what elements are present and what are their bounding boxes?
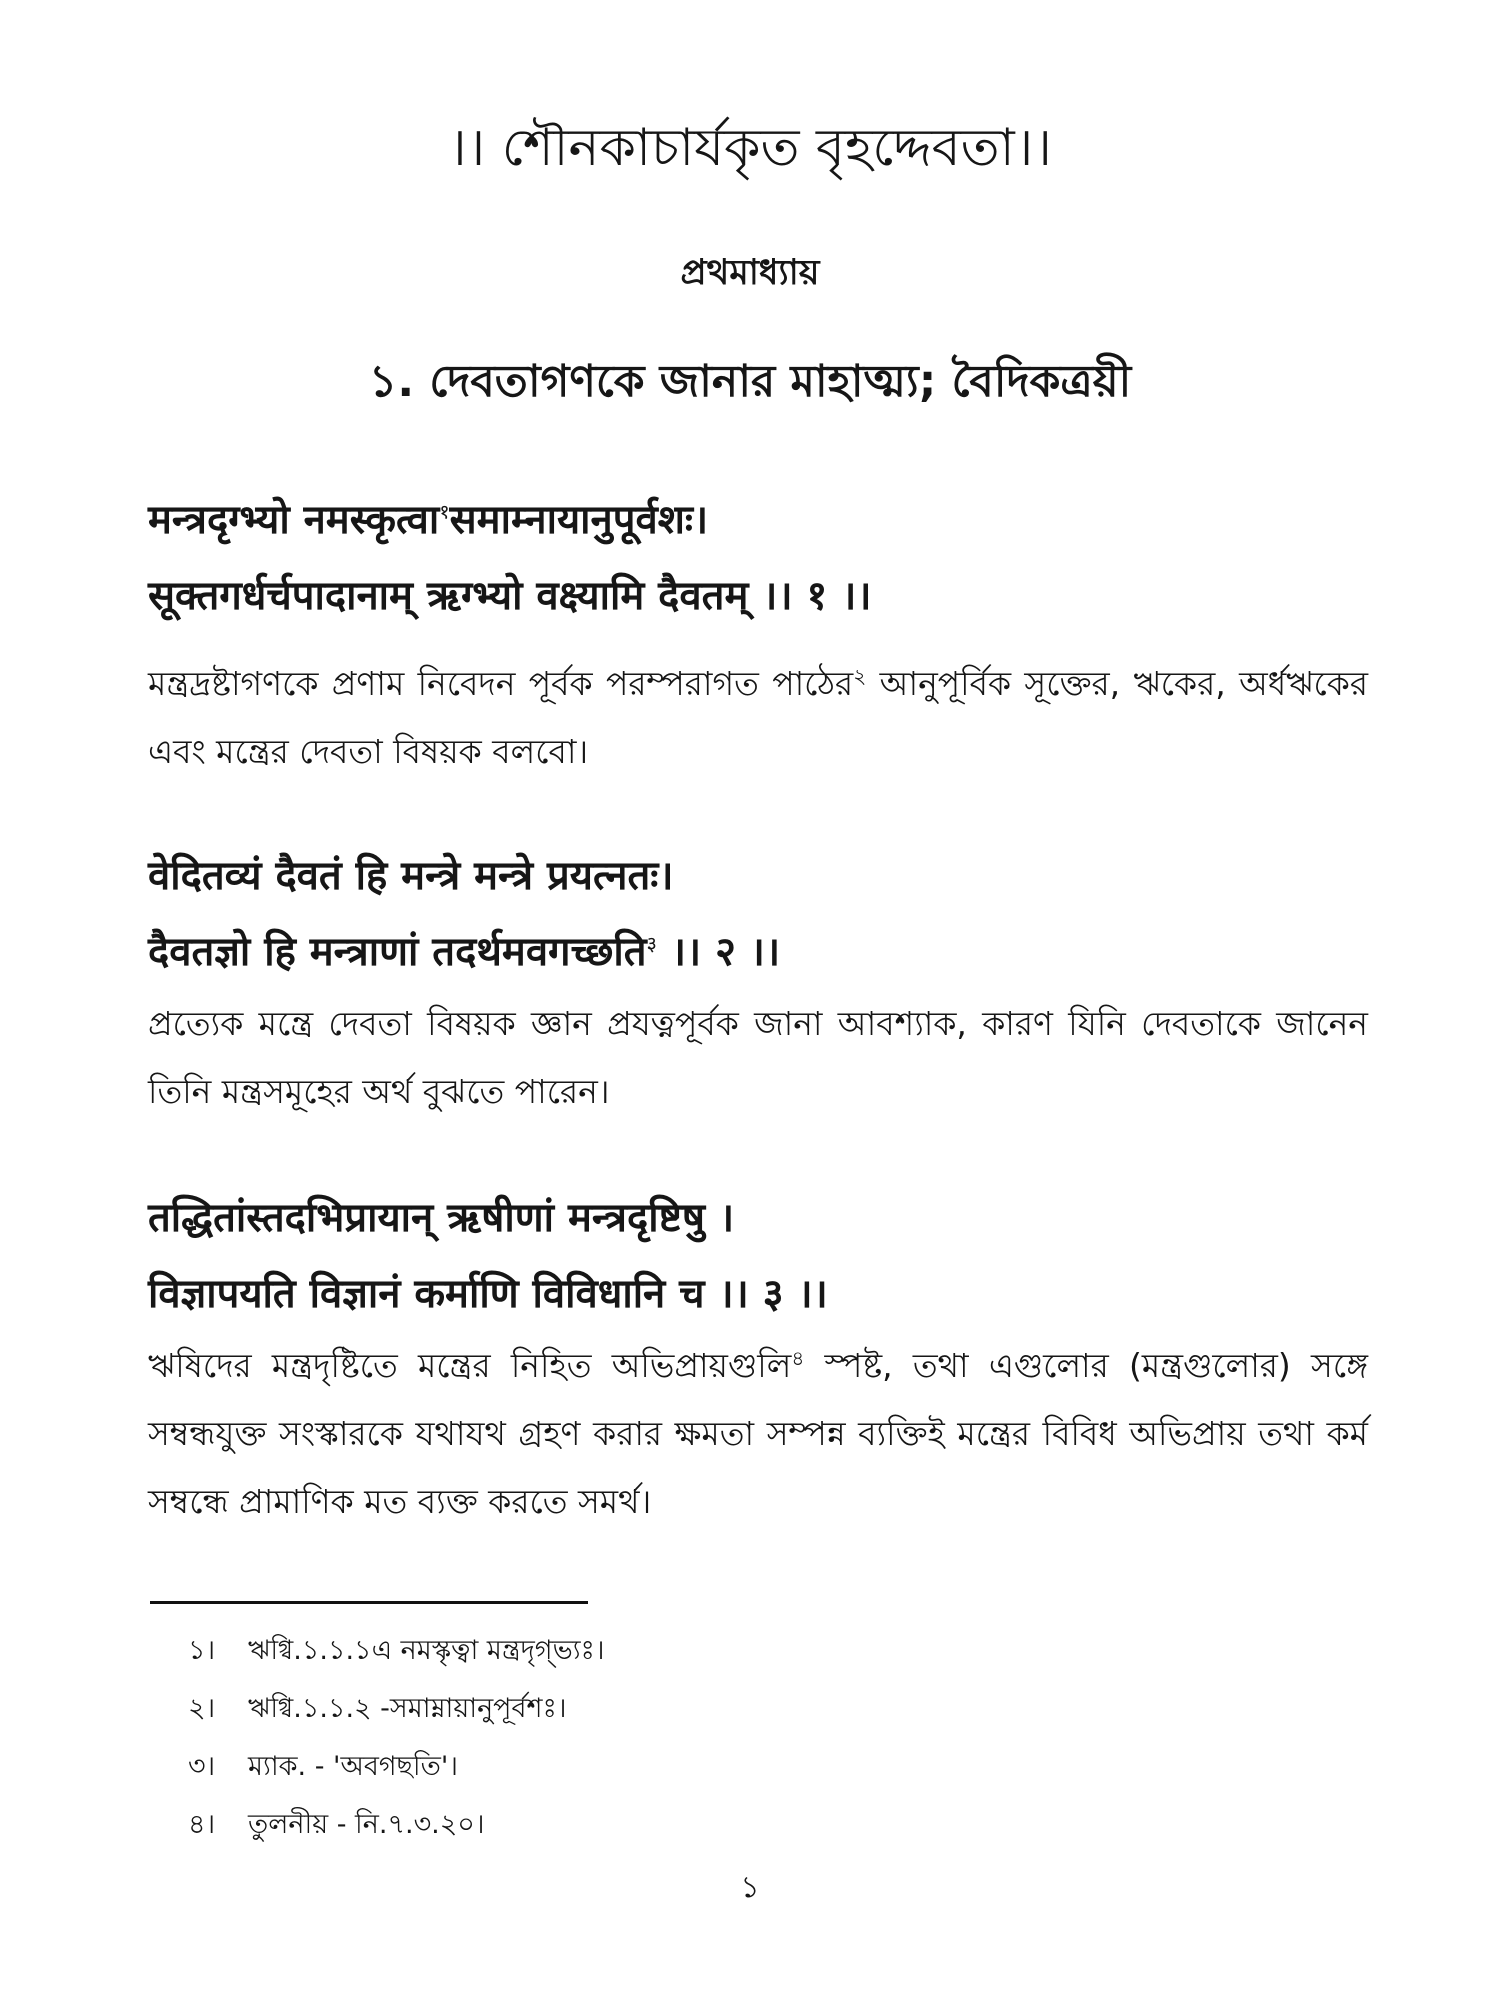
- verse-text: समाम्नायानुपूर्वशः।: [449, 497, 709, 543]
- verse-line: [148, 914, 1368, 990]
- verse-text: दैवतज्ञो हि मन्त्राणां तदर्थमवगच्छति: [148, 929, 647, 975]
- verse-line: तद्धितांस्तदभिप्रायान् ऋषीणां मन्त्रदृष्टिषु ।: [148, 1195, 735, 1241]
- footnote-item: [188, 1622, 1288, 1680]
- translation-text: আনুপূর্বিক সূক্তের, ঋকের, অর্ধঋকের এবং মন্ত্রের দেবতা বিষয়ক বলবো।: [148, 664, 1368, 771]
- footnote-text: ম্যাক. - 'অবগছতি'।: [248, 1751, 458, 1782]
- footnote-marker: ३: [646, 931, 657, 956]
- book-title: ।। শৌনকাচার্যকৃত বৃহদ্দেবতা।।: [448, 118, 1052, 178]
- verse-text: मन्त्रदृग्भ्यो नमस्कृत्वा: [148, 497, 440, 543]
- translation-text: মন্ত্রদ্রষ্টাগণকে প্রণাম নিবেদন পূর্বক পরম্পরাগত পাঠের: [148, 664, 854, 703]
- translation-paragraph: প্রত্যেক মন্ত্রে দেবতা বিষয়ক জ্ঞান প্রযত্নপূর্বক জানা আবশ্যাক, কারণ যিনি দেবতাকে জানেন তিনি মন্ত্রসমূহের অর্থ বুঝতে পারেন।: [148, 1004, 1368, 1111]
- translation-text: ঋষিদের মন্ত্রদৃষ্টিতে মন্ত্রের নিহিত অভিপ্রায়গুলি: [148, 1346, 792, 1385]
- translation-paragraph: [148, 1332, 1368, 1536]
- page-number: ১: [740, 1870, 760, 1905]
- verse-block-1: [148, 482, 1368, 786]
- verse-block-3: [148, 1180, 1368, 1536]
- footnotes: [188, 1622, 1288, 1854]
- footnote-item: [188, 1738, 1288, 1796]
- chapter-heading: প্রথমাধ্যায়: [680, 253, 820, 293]
- footnote-item: [188, 1680, 1288, 1738]
- translation-paragraph: [148, 650, 1368, 786]
- footnote-marker: ২: [853, 664, 867, 688]
- footnote-number: ৪।: [188, 1809, 216, 1840]
- footnote-marker: १: [439, 499, 450, 524]
- verse-line: वेदितव्यं दैवतं हि मन्त्रे मन्त्रे प्रयत्नतः।: [148, 853, 674, 899]
- verse-line: विज्ञापयति विज्ञानं कर्माणि विविधानि च ।। ३ ।।: [148, 1271, 828, 1317]
- verse-block-2: [148, 838, 1368, 1126]
- verse-line: [148, 482, 1368, 558]
- footnote-text: ঋগ্বি.১.১.২ -সমাম্নায়ানুপূর্বশঃ।: [248, 1693, 567, 1724]
- footnote-item: [188, 1796, 1288, 1854]
- footnote-marker: ৪: [791, 1346, 805, 1370]
- translation-text: স্পষ্ট, তথা এগুলোর (মন্ত্রগুলোর) সঙ্গে সম্বন্ধযুক্ত সংস্কারকে যথাযথ গ্রহণ করার ক্ষমতা সম্পন্ন ব্যক্তিই মন্ত্রের বিবিধ অভিপ্রায় তথা কর্ম সম্বন্ধে প্রামাণিক মত ব্যক্ত করতে সমর্থ।: [148, 1346, 1368, 1521]
- footnote-number: ১।: [188, 1635, 216, 1666]
- footnote-text: তুলনীয় - নি.৭.৩.২০।: [248, 1809, 485, 1840]
- verse-text: ।। २ ।।: [656, 929, 781, 975]
- footnote-divider: [150, 1601, 588, 1604]
- section-heading: ১. দেবতাগণকে জানার মাহাত্ম্য; বৈদিকত্রয়ী: [368, 356, 1132, 407]
- verse-line: सूक्तगर्धर्चपादानाम् ऋग्भ्यो वक्ष्यामि दैवतम् ।। १ ।।: [148, 573, 872, 619]
- footnote-number: ৩।: [188, 1751, 216, 1782]
- footnote-number: ২।: [188, 1693, 216, 1724]
- footnote-text: ঋগ্বি.১.১.১এ নমস্কৃত্বা মন্ত্রদৃগ্ভ্যঃ।: [248, 1635, 605, 1666]
